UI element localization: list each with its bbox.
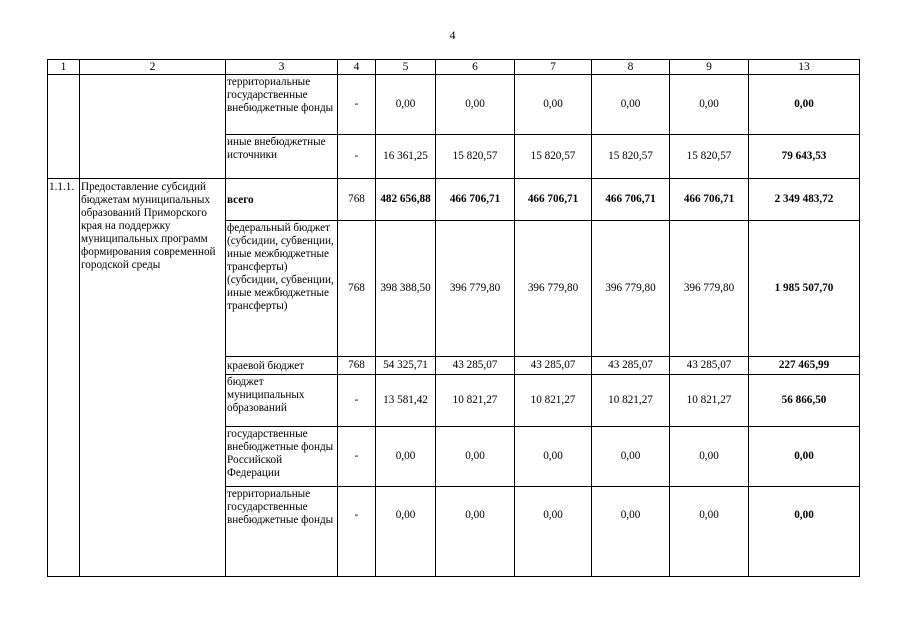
value-cell: 0,00: [515, 427, 592, 487]
value-cell: 10 821,27: [592, 375, 670, 427]
value-cell: 0,00: [376, 487, 436, 577]
value-cell: 0,00: [592, 427, 670, 487]
budget-code: 768: [338, 179, 376, 221]
value-cell: 13 581,42: [376, 375, 436, 427]
column-header: 9: [670, 60, 749, 75]
column-header: 1: [48, 60, 80, 75]
value-cell: 15 820,57: [670, 135, 749, 179]
column-header: 3: [226, 60, 338, 75]
table-row: [48, 179, 860, 221]
budget-code: -: [338, 427, 376, 487]
value-cell: 0,00: [436, 487, 515, 577]
page-number: 4: [449, 28, 456, 42]
value-cell: 0,00: [376, 75, 436, 135]
column-header: 2: [80, 60, 226, 75]
budget-table: [47, 59, 860, 577]
total-cell: 0,00: [749, 427, 860, 487]
total-cell: 1 985 507,70: [749, 221, 860, 357]
budget-code: -: [338, 375, 376, 427]
column-header: 6: [436, 60, 515, 75]
total-cell: 0,00: [749, 75, 860, 135]
section-number: 1.1.1.: [48, 179, 80, 577]
value-cell: 0,00: [670, 427, 749, 487]
budget-code: -: [338, 135, 376, 179]
budget-code: 768: [338, 357, 376, 375]
funding-source: иные внебюджетные источники: [226, 135, 338, 179]
total-cell: 227 465,99: [749, 357, 860, 375]
value-cell: 0,00: [670, 75, 749, 135]
funding-source: территориальные государственные внебюджетные фонды: [226, 75, 338, 135]
value-cell: 43 285,07: [515, 357, 592, 375]
funding-source: государственные внебюджетные фонды Российской Федерации: [226, 427, 338, 487]
budget-code: 768: [338, 221, 376, 357]
column-header: 7: [515, 60, 592, 75]
value-cell: 15 820,57: [515, 135, 592, 179]
value-cell: 0,00: [515, 75, 592, 135]
value-cell: 0,00: [670, 487, 749, 577]
column-header: 13: [749, 60, 860, 75]
value-cell: 0,00: [592, 75, 670, 135]
value-cell: 466 706,71: [670, 179, 749, 221]
column-header: 8: [592, 60, 670, 75]
value-cell: 0,00: [592, 487, 670, 577]
value-cell: 396 779,80: [515, 221, 592, 357]
value-cell: 466 706,71: [592, 179, 670, 221]
empty-cell: [48, 75, 80, 179]
budget-code: -: [338, 75, 376, 135]
value-cell: 10 821,27: [436, 375, 515, 427]
value-cell: 10 821,27: [670, 375, 749, 427]
empty-cell: [80, 75, 226, 179]
total-cell: 2 349 483,72: [749, 179, 860, 221]
value-cell: 396 779,80: [436, 221, 515, 357]
value-cell: 10 821,27: [515, 375, 592, 427]
value-cell: 43 285,07: [670, 357, 749, 375]
section-name: Предоставление субсидий бюджетам муниципальных образований Приморского края на поддержку муниципальных программ формирования современной городской среды: [80, 179, 226, 577]
value-cell: 43 285,07: [436, 357, 515, 375]
total-cell: 56 866,50: [749, 375, 860, 427]
value-cell: 15 820,57: [436, 135, 515, 179]
value-cell: 466 706,71: [436, 179, 515, 221]
value-cell: 466 706,71: [515, 179, 592, 221]
value-cell: 396 779,80: [670, 221, 749, 357]
value-cell: 43 285,07: [592, 357, 670, 375]
budget-code: -: [338, 487, 376, 577]
value-cell: 396 779,80: [592, 221, 670, 357]
column-header: 5: [376, 60, 436, 75]
funding-source: бюджет муниципальных образований: [226, 375, 338, 427]
value-cell: 54 325,71: [376, 357, 436, 375]
funding-source: краевой бюджет: [226, 357, 338, 375]
table-row: [48, 75, 860, 135]
funding-source: федеральный бюджет (субсидии, субвенции, иные межбюджетные трансферты) (субсидии, субвенции, иные межбюджетные трансферты): [226, 221, 338, 357]
funding-source: территориальные государственные внебюджетные фонды: [226, 487, 338, 577]
value-cell: 482 656,88: [376, 179, 436, 221]
value-cell: 0,00: [515, 487, 592, 577]
total-cell: 0,00: [749, 487, 860, 577]
column-header: 4: [338, 60, 376, 75]
value-cell: 0,00: [436, 427, 515, 487]
value-cell: 0,00: [376, 427, 436, 487]
column-header-row: [48, 60, 860, 75]
value-cell: 398 388,50: [376, 221, 436, 357]
value-cell: 16 361,25: [376, 135, 436, 179]
funding-source: всего: [226, 179, 338, 221]
value-cell: 15 820,57: [592, 135, 670, 179]
value-cell: 0,00: [436, 75, 515, 135]
total-cell: 79 643,53: [749, 135, 860, 179]
